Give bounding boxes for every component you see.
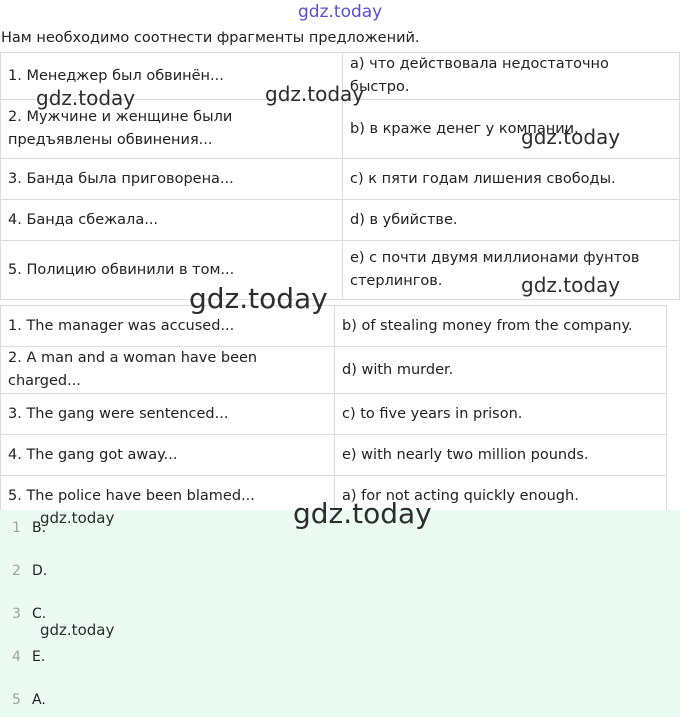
table-cell: e) с почти двумя миллионами фунтов стерлингов. (343, 241, 680, 300)
answer-value: C. (32, 606, 47, 622)
table-row (1, 394, 667, 435)
table-cell: b) в краже денег у компании. (343, 100, 680, 159)
table-cell: c) to five years in prison. (335, 394, 667, 435)
table-cell: a) что действовала недостаточно быстро. (343, 53, 680, 100)
watermark: gdz.today (40, 509, 115, 527)
table-row (1, 200, 680, 241)
table-cell: 1. Менеджер был обвинён... (1, 53, 343, 100)
table-row (1, 306, 667, 347)
table-cell: 4. The gang got away... (1, 435, 335, 476)
answer-value: A. (32, 692, 46, 708)
table-cell: 5. The police have been blamed... (1, 476, 335, 517)
english-matching-table (0, 305, 667, 517)
watermark: gdz.today (265, 82, 365, 106)
table-cell: 5. Полицию обвинили в том... (1, 241, 343, 300)
answer-value: B. (32, 520, 47, 536)
table-cell: d) в убийстве. (343, 200, 680, 241)
table-row (1, 347, 667, 394)
watermark: gdz.today (36, 86, 136, 110)
table-cell: b) of stealing money from the company. (335, 306, 667, 347)
table-cell: d) with murder. (335, 347, 667, 394)
watermark: gdz.today (189, 282, 328, 315)
table-cell: a) for not acting quickly enough. (335, 476, 667, 517)
answer-number: 1 (12, 520, 21, 536)
table-row (1, 435, 667, 476)
watermark: gdz.today (293, 497, 432, 530)
table-cell: e) with nearly two million pounds. (335, 435, 667, 476)
table-cell: 4. Банда сбежала... (1, 200, 343, 241)
table-cell: 3. The gang were sentenced... (1, 394, 335, 435)
answer-number: 2 (12, 563, 21, 579)
answer-number: 5 (12, 692, 21, 708)
table-cell: 2. A man and a woman have been charged... (1, 347, 335, 394)
watermark: gdz.today (521, 125, 621, 149)
answer-number: 3 (12, 606, 21, 622)
table-cell: 2. Мужчине и женщине были предъявлены обвинения... (1, 100, 343, 159)
watermark: gdz.today (40, 621, 115, 639)
answer-value: E. (32, 649, 46, 665)
intro-text: Нам необходимо соотнести фрагменты предложений. (1, 30, 420, 46)
watermark: gdz.today (521, 273, 621, 297)
answers-block (0, 510, 680, 717)
table-cell: c) к пяти годам лишения свободы. (343, 159, 680, 200)
table-row (1, 159, 680, 200)
answer-value: D. (32, 563, 48, 579)
answer-number: 4 (12, 649, 21, 665)
watermark-top: gdz.today (298, 2, 383, 22)
table-cell: 3. Банда была приговорена... (1, 159, 343, 200)
table-cell: 1. The manager was accused... (1, 306, 335, 347)
